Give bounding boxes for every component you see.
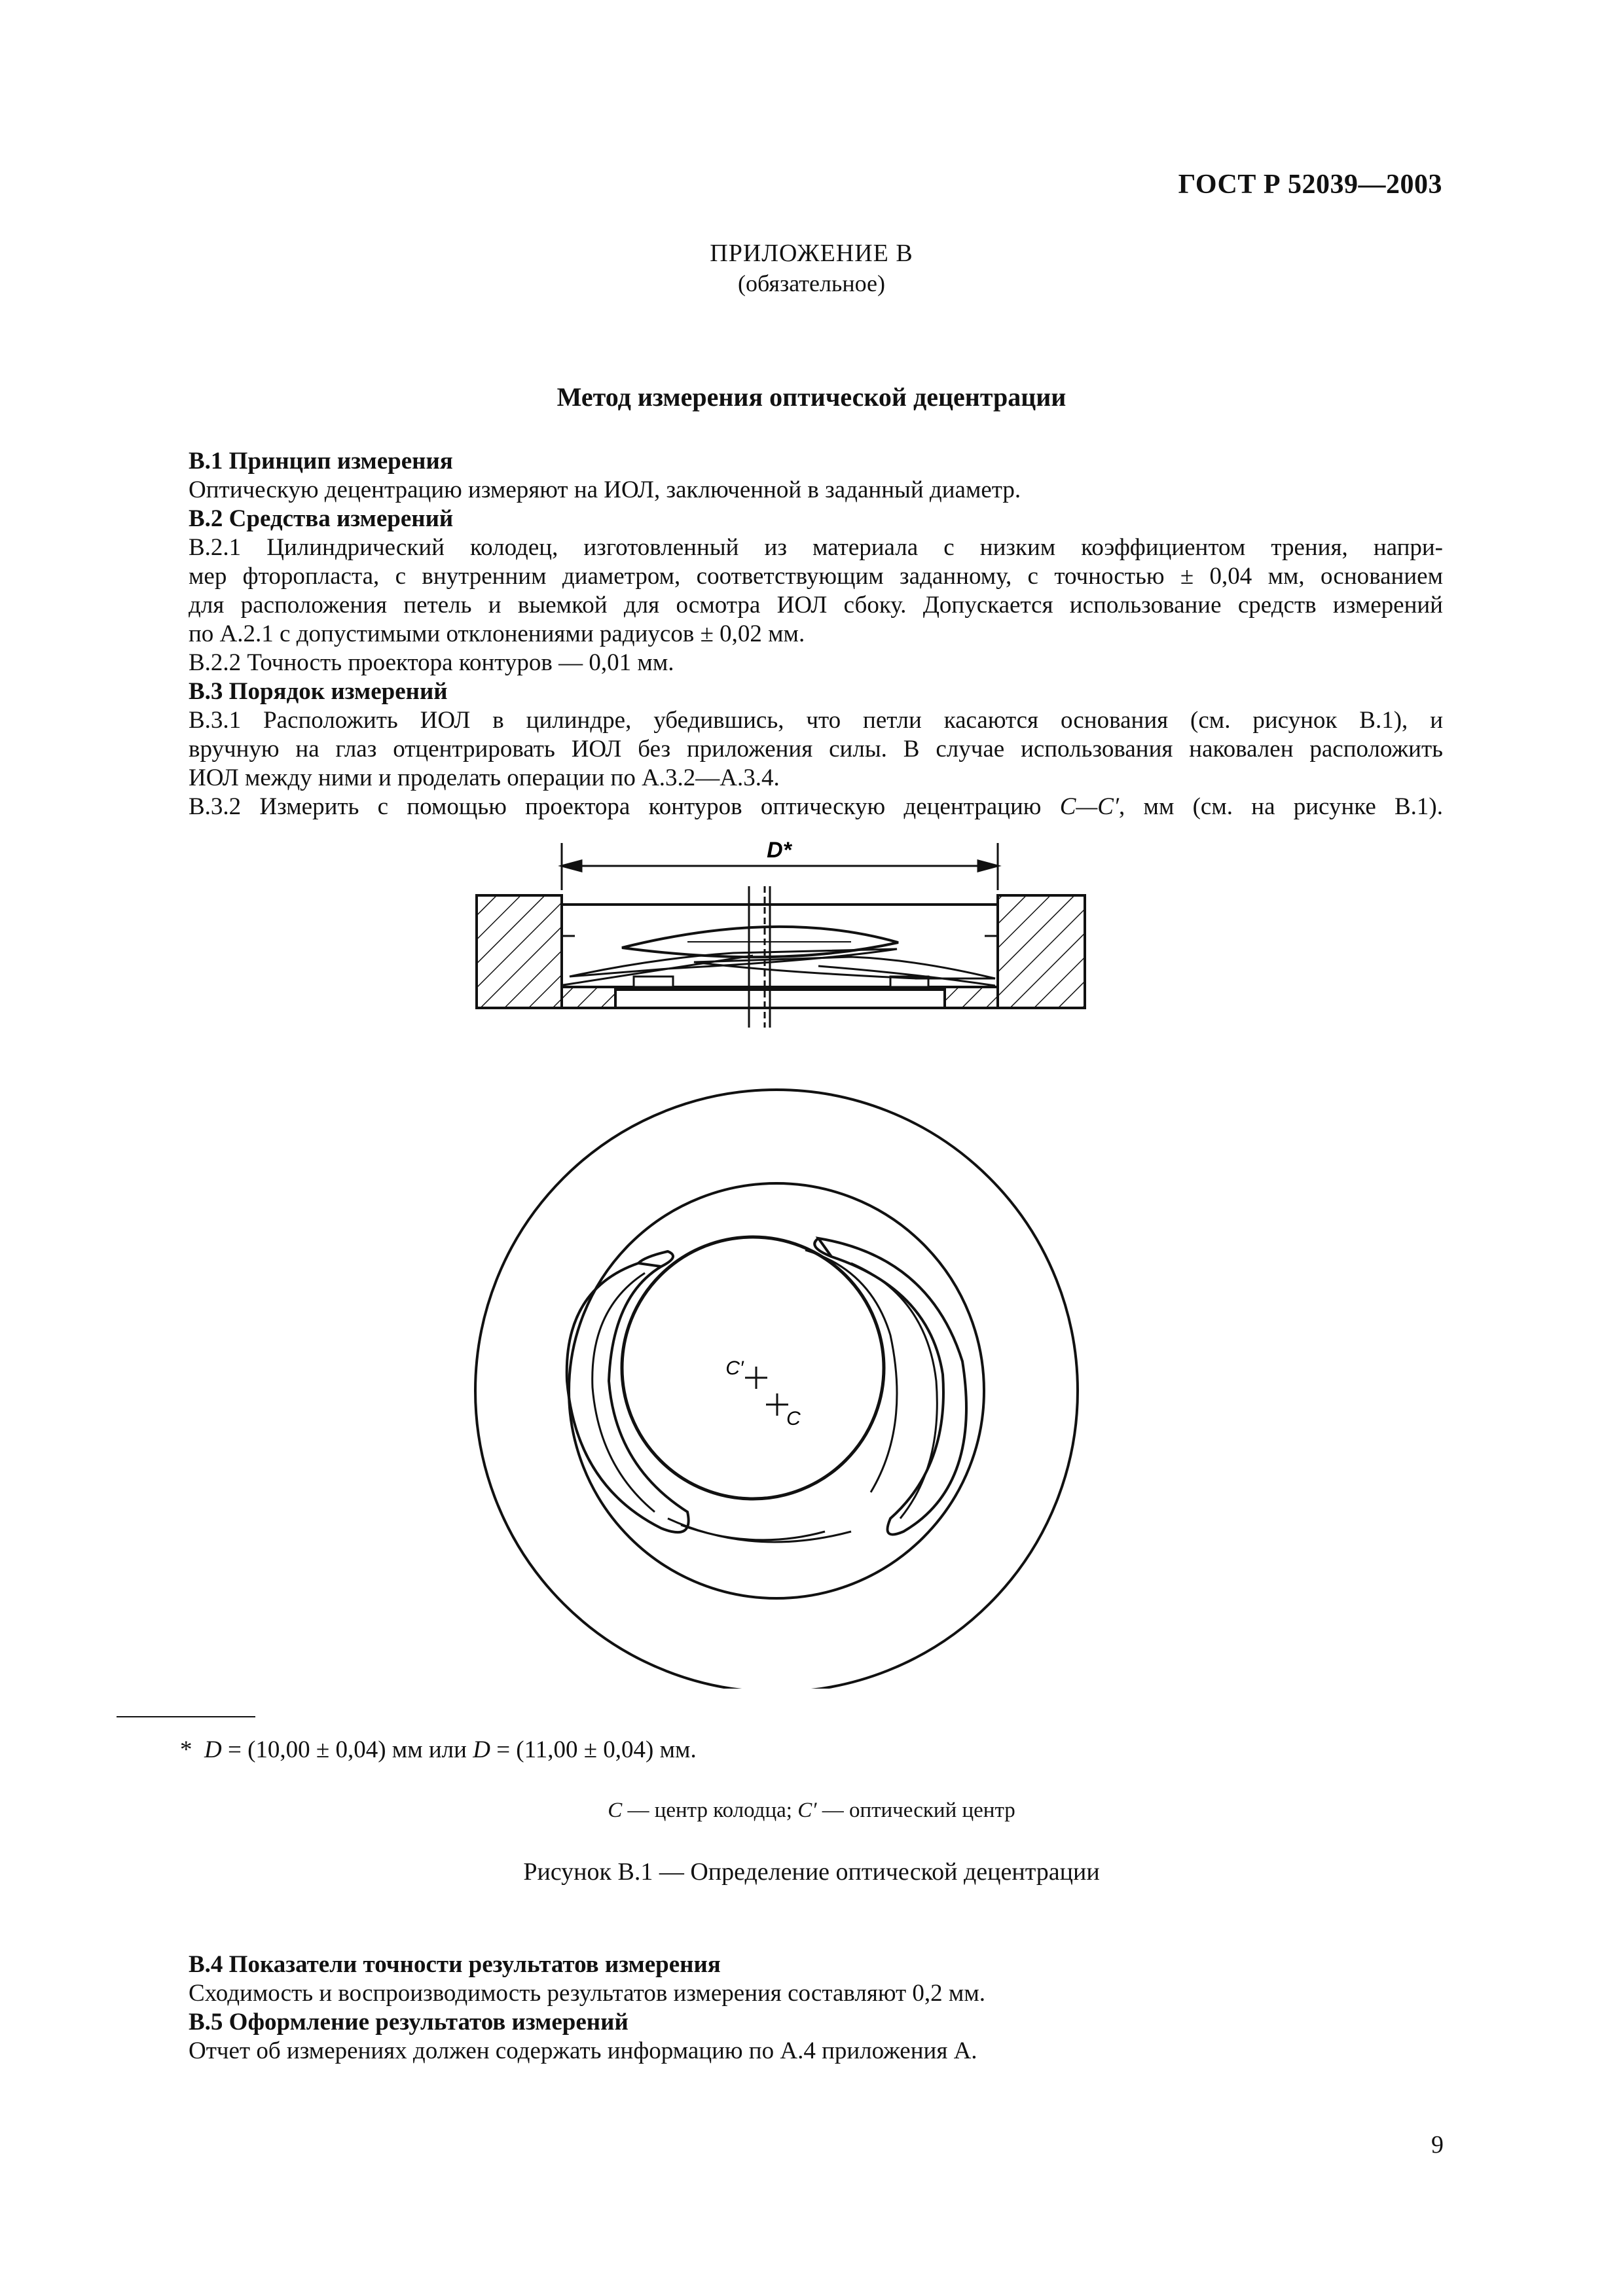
- footnote: [180, 1736, 697, 1764]
- dimension-label: D*: [767, 838, 792, 863]
- section-b32-symbol: С—С′: [1059, 793, 1120, 820]
- section-b21-line3: для расположения петель и выемкой для осмотра ИОЛ сбоку. Допускается использование средств измерений: [189, 592, 1443, 619]
- section-b32-suffix: , мм (см. на рисунке В.1).: [1119, 793, 1443, 820]
- annex-title: ПРИЛОЖЕНИЕ В: [710, 240, 913, 267]
- section-b22-text: В.2.2 Точность проектора контуров — 0,01 мм.: [189, 649, 674, 676]
- figure-caption: Рисунок В.1 — Определение оптической децентрации: [523, 1858, 1100, 1886]
- section-b1-text: Оптическую децентрацию измеряют на ИОЛ, заключенной в заданный диаметр.: [189, 476, 1021, 503]
- section-b2-heading: В.2 Средства измерений: [189, 505, 454, 532]
- center-marks: [745, 1367, 788, 1416]
- label-c-prime: C′: [725, 1357, 744, 1379]
- section-b4-heading: В.4 Показатели точности результатов измерения: [189, 1951, 721, 1978]
- section-b3-heading: В.3 Порядок измерений: [189, 678, 448, 705]
- standard-header: ГОСТ Р 52039—2003: [1178, 170, 1442, 200]
- section-b21-line1: В.2.1 Цилиндрический колодец, изготовленный из материала с низким коэффициентом трения, напри-: [189, 534, 1443, 561]
- section-b21-line2: мер фторопласта, с внутренним диаметром, соответствующим заданному, с точностью ± 0,04 мм, основанием: [189, 563, 1443, 590]
- legend-c-prime: С′: [797, 1799, 817, 1822]
- section-b1-heading: В.1 Принцип измерения: [189, 448, 453, 475]
- footnote-rule: [117, 1716, 255, 1717]
- figure-legend: [0, 1799, 1623, 1823]
- footnote-d2: D: [473, 1736, 490, 1763]
- footnote-mark: *: [180, 1736, 192, 1763]
- section-view: [477, 886, 1085, 1028]
- text-block-lower: [189, 1950, 1443, 2066]
- plan-view: [475, 1090, 1078, 1689]
- legend-c: С: [608, 1799, 623, 1822]
- label-c: C: [786, 1408, 801, 1429]
- legend-text2: — оптический центр: [816, 1799, 1015, 1822]
- section-b5-text: Отчет об измерениях должен содержать информацию по А.4 приложения А.: [189, 2037, 977, 2064]
- section-b31-line2: вручную на глаз отцентрировать ИОЛ без приложения силы. В случае использования наковален расположить: [189, 736, 1443, 762]
- text-block-upper: [189, 447, 1443, 821]
- section-b21-line4: по А.2.1 с допустимыми отклонениями радиусов ± 0,02 мм.: [189, 620, 805, 647]
- legend-text1: — центр колодца;: [622, 1799, 798, 1822]
- section-b5-heading: В.5 Оформление результатов измерений: [189, 2009, 629, 2036]
- annex-status: (обязательное): [738, 270, 885, 296]
- section-b31-line3: ИОЛ между ними и проделать операции по А.3.2—А.3.4.: [189, 764, 780, 791]
- section-b4-text: Сходимость и воспроизводимость результатов измерения составляют 0,2 мм.: [189, 1980, 985, 2007]
- footnote-text1: = (10,00 ± 0,04) мм или: [221, 1736, 473, 1763]
- footnote-d1: D: [204, 1736, 222, 1763]
- section-b31-line1: В.3.1 Расположить ИОЛ в цилиндре, убедившись, что петли касаются основания (см. рисунок В.1), и: [189, 707, 1443, 734]
- footnote-text2: = (11,00 ± 0,04) мм.: [490, 1736, 697, 1763]
- main-title: Метод измерения оптической децентрации: [556, 382, 1067, 412]
- figure-b1-drawing: [0, 838, 1623, 1689]
- section-b32-text: [189, 793, 1443, 821]
- section-b32-prefix: В.3.2 Измерить с помощью проектора контуров оптическую децентрацию: [189, 793, 1060, 820]
- page-number: 9: [1431, 2131, 1444, 2159]
